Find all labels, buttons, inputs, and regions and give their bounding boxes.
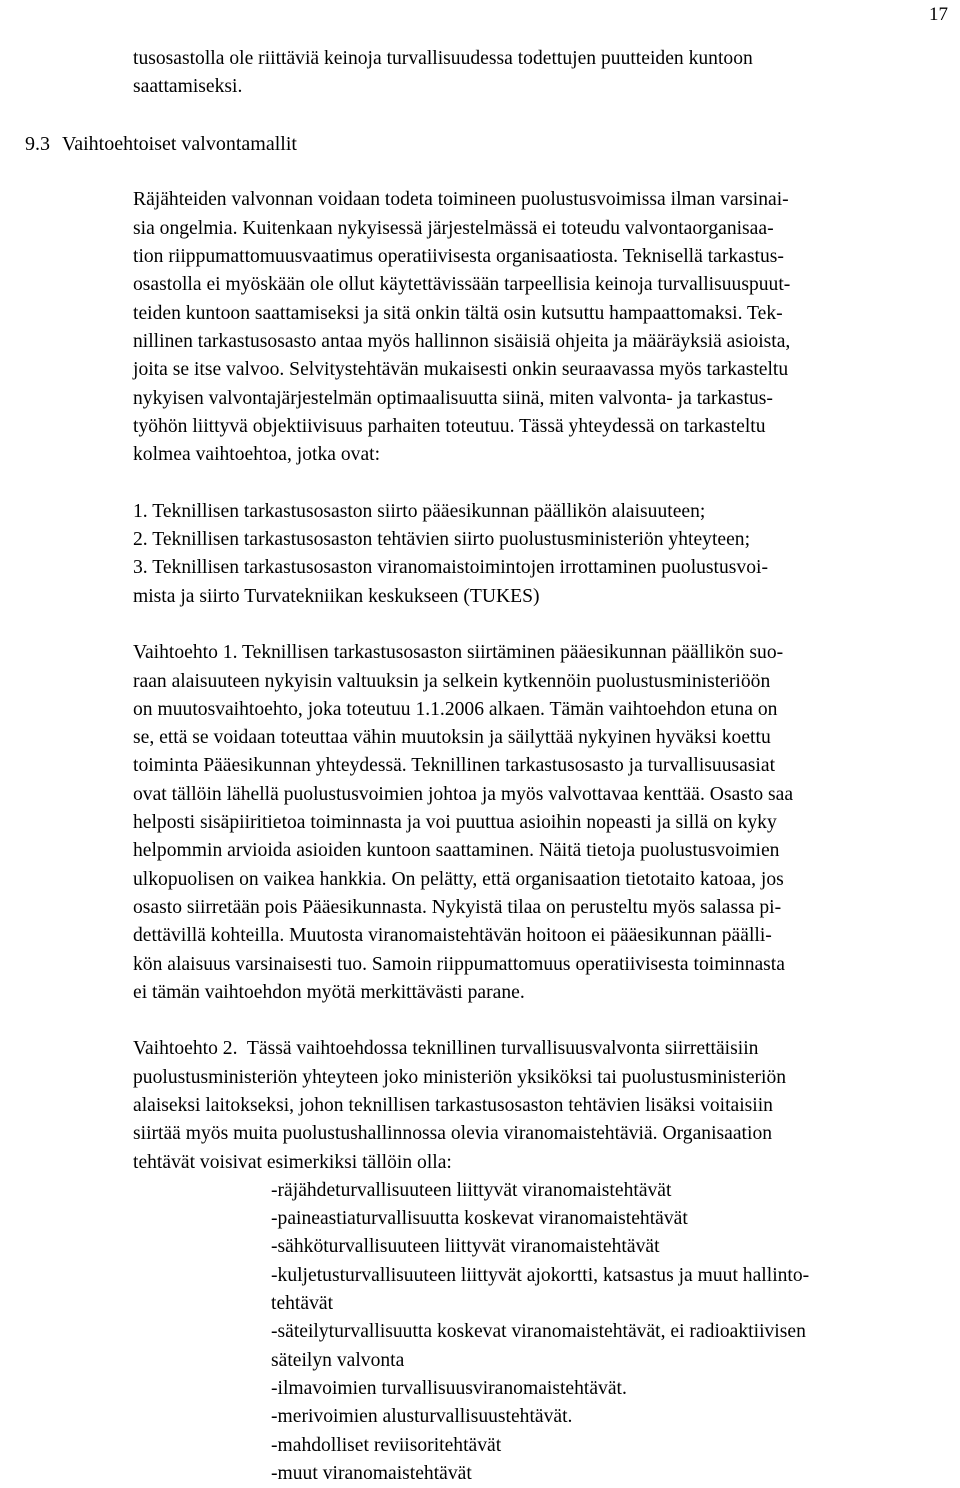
list-item: -säteilyturvallisuutta koskevat viranomaistehtävät, ei radioaktiivisen — [271, 1321, 806, 1343]
text-line: tehtävät voisivat esimerkiksi tällöin olla: — [133, 1151, 452, 1173]
list-item: -merivoimien alusturvallisuustehtävät. — [271, 1406, 573, 1428]
text-line: joita se itse valvoo. Selvitystehtävän mukaisesti onkin seuraavassa myös tarkasteltu — [133, 359, 789, 381]
text-line: raan alaisuuteen nykyisin valtuuksin ja selkein kytkennöin puolustusministeriöön — [133, 670, 771, 692]
page-number: 17 — [929, 4, 948, 25]
text-line: nykyisen valvontajärjestelmän optimaalisuutta siinä, miten valvonta- ja tarkastus- — [133, 387, 773, 409]
list-item: -mahdolliset reviisoritehtävät — [271, 1434, 502, 1456]
text-line: työhön liittyvä objektiivisuus parhaiten toteutuu. Tässä yhteydessä on tarkasteltu — [133, 415, 766, 437]
text-line: toiminta Pääesikunnan yhteydessä. Teknillinen tarkastusosasto ja turvallisuusasiat — [133, 755, 776, 777]
text-line: nillinen tarkastusosasto antaa myös hallinnon sisäisiä ohjeita ja määräyksiä asioista, — [133, 330, 791, 352]
text-line: kön alaisuus varsinaisesti tuo. Samoin riippumattomuus operatiivisesta toiminnasta — [133, 953, 785, 975]
section-number: 9.3 — [25, 132, 50, 155]
text-line: alaiseksi laitokseksi, johon teknillisen tarkastusosaston tehtävien lisäksi voitaisiin — [133, 1094, 773, 1116]
list-item: -ilmavoimien turvallisuusviranomaistehtävät. — [271, 1377, 627, 1399]
list-item: -paineastiaturvallisuutta koskevat viranomaistehtävät — [271, 1208, 688, 1230]
list-item: -kuljetusturvallisuuteen liittyvät ajokortti, katsastus ja muut hallinto- — [271, 1264, 810, 1286]
text-line: ovat tällöin lähellä puolustusvoimien johtoa ja myös valvottavaa kenttää. Osasto saa — [133, 783, 794, 805]
list-item: 3. Teknillisen tarkastusosaston viranomaistoimintojen irrottaminen puolustusvoi- — [133, 557, 768, 579]
list-item: -sähköturvallisuuteen liittyvät viranomaistehtävät — [271, 1236, 660, 1258]
list-item: -räjähdeturvallisuuteen liittyvät viranomaistehtävät — [271, 1179, 672, 1201]
text-line: teiden kuntoon saattamiseksi ja sitä onkin tältä osin kutsuttu hampaattomaksi. Tek- — [133, 302, 783, 324]
text-line: ei tämän vaihtoehdon myötä merkittävästi parane. — [133, 981, 525, 1003]
text-line: siirtää myös muita puolustushallinnossa olevia viranomaistehtäviä. Organisaation — [133, 1123, 773, 1145]
text-line: ulkopuolisen on vaikea hankkia. On pelätty, että organisaation tietotaito katoaa, jos — [133, 868, 784, 890]
list-item: 2. Teknillisen tarkastusosaston tehtävien siirto puolustusministeriön yhteyteen; — [133, 529, 751, 551]
intro-paragraph — [133, 45, 955, 102]
section-title: Vaihtoehtoiset valvontamallit — [62, 132, 297, 155]
text-line: helposti sisäpiiritietoa toiminnasta ja voi puuttua asioihin nopeasti ja sillä on kyky — [133, 812, 777, 834]
list-item: säteilyn valvonta — [271, 1349, 405, 1371]
text-line: Räjähteiden valvonnan voidaan todeta toimineen puolustusvoimissa ilman varsinai- — [133, 189, 789, 211]
paragraph-1 — [133, 186, 955, 469]
text-line: dettävillä kohteilla. Muutosta viranomaistehtävän hoitoon ei pääesikunnan päälli- — [133, 925, 772, 947]
text-line: kolmea vaihtoehtoa, jotka ovat: — [133, 444, 381, 466]
text-line: Vaihtoehto 1. Teknillisen tarkastusosaston siirtäminen pääesikunnan päällikön suo- — [133, 642, 784, 664]
text-line: Vaihtoehto 2. Tässä vaihtoehdossa teknillinen turvallisuusvalvonta siirrettäisiin — [133, 1038, 759, 1060]
text-line: on muutosvaihtoehto, joka toteutuu 1.1.2006 alkaen. Tämän vaihtoehdon etuna on — [133, 698, 778, 720]
text-line: osasto siirretään pois Pääesikunnasta. Nykyistä tilaa on perusteltu myös salassa pi- — [133, 896, 782, 918]
text-line: tion riippumattomuusvaatimus operatiivisesta organisaatiosta. Teknisellä tarkastus- — [133, 246, 784, 268]
list-item: mista ja siirto Turvatekniikan keskukseen (TUKES) — [133, 585, 540, 607]
text-line: tusosastolla ole riittäviä keinoja turvallisuudessa todettujen puutteiden kuntoon — [133, 48, 753, 69]
text-line: osastolla ei myöskään ole ollut käytettävissään tarpeellisia keinoja turvallisuuspuut- — [133, 274, 791, 296]
text-line: sia ongelmia. Kuitenkaan nykyisessä järjestelmässä ei toteudu valvontaorganisaa- — [133, 217, 774, 239]
options-list — [133, 498, 955, 611]
text-line: puolustusministeriön yhteyteen joko ministeriön yksiköksi tai puolustusministeriön — [133, 1066, 787, 1088]
document-body — [25, 45, 955, 1488]
option-2-paragraph — [133, 1035, 955, 1176]
text-line: se, että se voidaan toteuttaa vähin muutoksin ja säilyttää nykyinen hyväksi koettu — [133, 727, 771, 749]
section-heading — [0, 130, 955, 158]
list-item: -muut viranomaistehtävät — [271, 1462, 472, 1484]
list-item: tehtävät — [271, 1293, 334, 1315]
task-list — [133, 1177, 955, 1488]
text-line: saattamiseksi. — [133, 76, 243, 98]
list-item: 1. Teknillisen tarkastusosaston siirto pääesikunnan päällikön alaisuuteen; — [133, 500, 706, 522]
text-line: helpommin arvioida asioiden kuntoon saattaminen. Näitä tietoja puolustusvoimien — [133, 840, 780, 862]
option-1-paragraph — [133, 639, 955, 1007]
